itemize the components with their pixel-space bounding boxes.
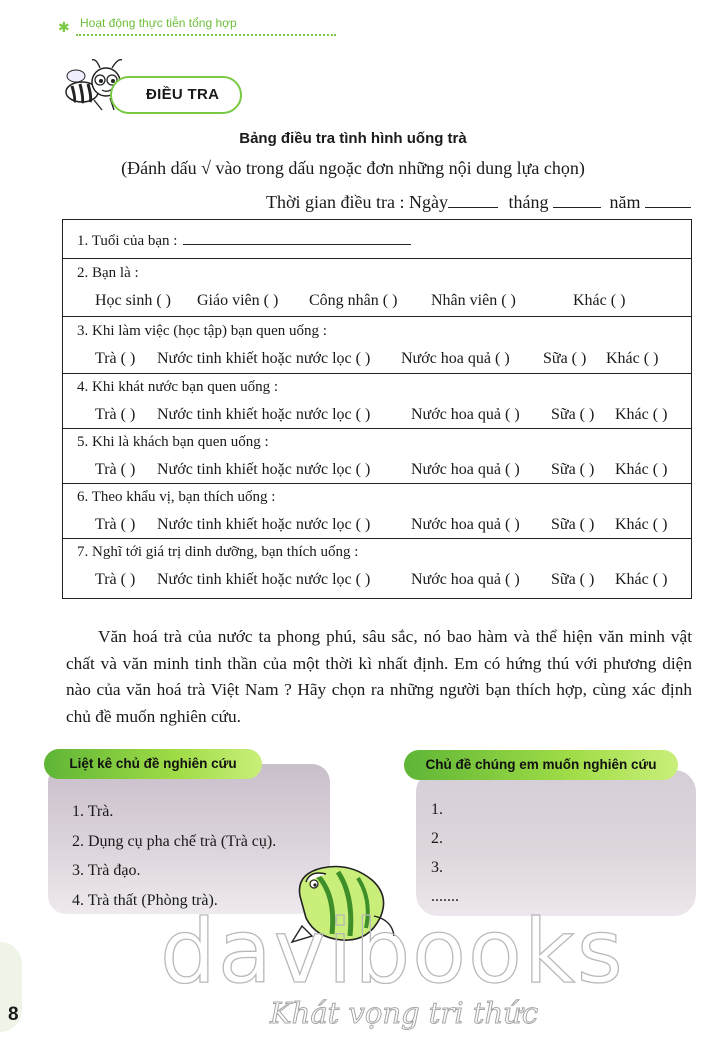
topics-list	[72, 797, 276, 915]
q6-option-tea[interactable]: Trà ( )	[95, 516, 136, 533]
q5-option-juice[interactable]: Nước hoa quả ( )	[411, 461, 520, 478]
q2-option-worker[interactable]: Công nhân ( )	[309, 292, 398, 309]
q4-option-milk[interactable]: Sữa ( )	[551, 406, 595, 423]
topics-box-label	[44, 749, 262, 779]
survey-date-line	[266, 191, 691, 213]
q4-option-other[interactable]: Khác ( )	[615, 406, 668, 423]
topic-item: 2. Dụng cụ pha chế trà (Trà cụ).	[72, 832, 277, 850]
survey-row-4	[63, 374, 691, 429]
q4-option-water[interactable]: Nước tinh khiết hoặc nước lọc ( )	[157, 406, 371, 423]
survey-instruction: (Đánh dấu √ vào trong dấu ngoặc đơn những nội dung lựa chọn)	[121, 158, 585, 178]
chosen-item[interactable]: 1.	[431, 801, 443, 818]
q2-option-other[interactable]: Khác ( )	[573, 292, 626, 309]
chosen-topics-list	[431, 795, 459, 911]
question-3-text: 3. Khi làm việc (học tập) bạn quen uống :	[77, 323, 327, 339]
survey-row-5	[63, 429, 691, 484]
q4-option-juice[interactable]: Nước hoa quả ( )	[411, 406, 520, 423]
survey-row-3	[63, 317, 691, 374]
chosen-topics-label-text: Chủ đề chúng em muốn nghiên cứu	[425, 757, 657, 772]
q3-option-water[interactable]: Nước tinh khiết hoặc nước lọc ( )	[157, 350, 371, 367]
q5-option-milk[interactable]: Sữa ( )	[551, 461, 595, 478]
q7-option-water[interactable]: Nước tinh khiết hoặc nước lọc ( )	[157, 571, 371, 588]
q2-option-teacher[interactable]: Giáo viên ( )	[197, 292, 279, 309]
survey-row-2	[63, 259, 691, 317]
section-badge-label: ĐIỀU TRA	[146, 86, 220, 103]
year-blank[interactable]	[645, 191, 691, 208]
question-1-text: 1. Tuổi của bạn :	[77, 233, 178, 249]
year-label: năm	[609, 192, 641, 212]
q7-option-tea[interactable]: Trà ( )	[95, 571, 136, 588]
star-icon: ✱	[58, 21, 70, 36]
q6-option-juice[interactable]: Nước hoa quả ( )	[411, 516, 520, 533]
watermark-brand: davibooks	[160, 900, 625, 1003]
chosen-topics-label	[404, 750, 678, 780]
age-answer-line[interactable]	[183, 230, 411, 245]
q3-option-other[interactable]: Khác ( )	[606, 350, 659, 367]
q6-option-milk[interactable]: Sữa ( )	[551, 516, 595, 533]
q2-option-student[interactable]: Học sinh ( )	[95, 292, 171, 309]
topic-item: 4. Trà thất (Phòng trà).	[72, 891, 218, 909]
day-blank[interactable]	[448, 191, 498, 208]
chosen-item[interactable]: 2.	[431, 830, 443, 847]
q3-option-tea[interactable]: Trà ( )	[95, 350, 136, 367]
survey-table	[62, 219, 692, 599]
survey-title: Bảng điều tra tình hình uống trà	[239, 130, 467, 147]
q6-option-other[interactable]: Khác ( )	[615, 516, 668, 533]
q6-option-water[interactable]: Nước tinh khiết hoặc nước lọc ( )	[157, 516, 371, 533]
question-5-text: 5. Khi là khách bạn quen uống :	[77, 434, 269, 450]
q2-option-employee[interactable]: Nhân viên ( )	[431, 292, 516, 309]
section-badge	[110, 76, 242, 114]
running-header-text: Hoạt động thực tiễn tổng hợp	[80, 16, 237, 30]
question-4-text: 4. Khi khát nước bạn quen uống :	[77, 379, 279, 395]
topic-item: 3. Trà đạo.	[72, 862, 141, 879]
survey-row-6	[63, 484, 691, 539]
page-number: 8	[8, 1004, 19, 1025]
q4-option-tea[interactable]: Trà ( )	[95, 406, 136, 423]
watermark-slogan: Khát vọng tri thức	[270, 996, 539, 1030]
month-blank[interactable]	[553, 191, 601, 208]
topics-box-label-text: Liệt kê chủ đề nghiên cứu	[69, 756, 237, 771]
q3-option-milk[interactable]: Sữa ( )	[543, 350, 587, 367]
q5-option-water[interactable]: Nước tinh khiết hoặc nước lọc ( )	[157, 461, 371, 478]
question-6-text: 6. Theo khẩu vị, bạn thích uống :	[77, 489, 276, 505]
question-2-text: 2. Bạn là :	[77, 265, 139, 281]
date-prefix: Thời gian điều tra : Ngày	[266, 192, 448, 212]
q7-option-milk[interactable]: Sữa ( )	[551, 571, 595, 588]
q7-option-other[interactable]: Khác ( )	[615, 571, 668, 588]
topic-item: 1. Trà.	[72, 803, 114, 820]
header-dotted-rule	[76, 34, 336, 36]
month-label: tháng	[508, 192, 549, 212]
survey-row-7	[63, 539, 691, 597]
q5-option-other[interactable]: Khác ( )	[615, 461, 668, 478]
question-1	[77, 230, 411, 250]
q3-option-juice[interactable]: Nước hoa quả ( )	[401, 350, 510, 367]
survey-row-1	[63, 220, 691, 259]
chosen-item[interactable]: 3.	[431, 859, 443, 876]
body-paragraph: Văn hoá trà của nước ta phong phú, sâu sắc, nó bao hàm và thể hiện văn minh vật chất và văn minh tinh thần của một thời kì nhất định. Em có hứng thú với phương diện nào của văn hoá trà Việt Nam ? Hãy chọn ra những người bạn thích hợp, cùng xác định chủ đề muốn nghiên cứu.	[66, 627, 692, 727]
chosen-item[interactable]: .......	[431, 888, 459, 905]
q5-option-tea[interactable]: Trà ( )	[95, 461, 136, 478]
running-header	[58, 6, 288, 36]
question-7-text: 7. Nghĩ tới giá trị dinh dưỡng, bạn thích uống :	[77, 544, 359, 560]
q7-option-juice[interactable]: Nước hoa quả ( )	[411, 571, 520, 588]
